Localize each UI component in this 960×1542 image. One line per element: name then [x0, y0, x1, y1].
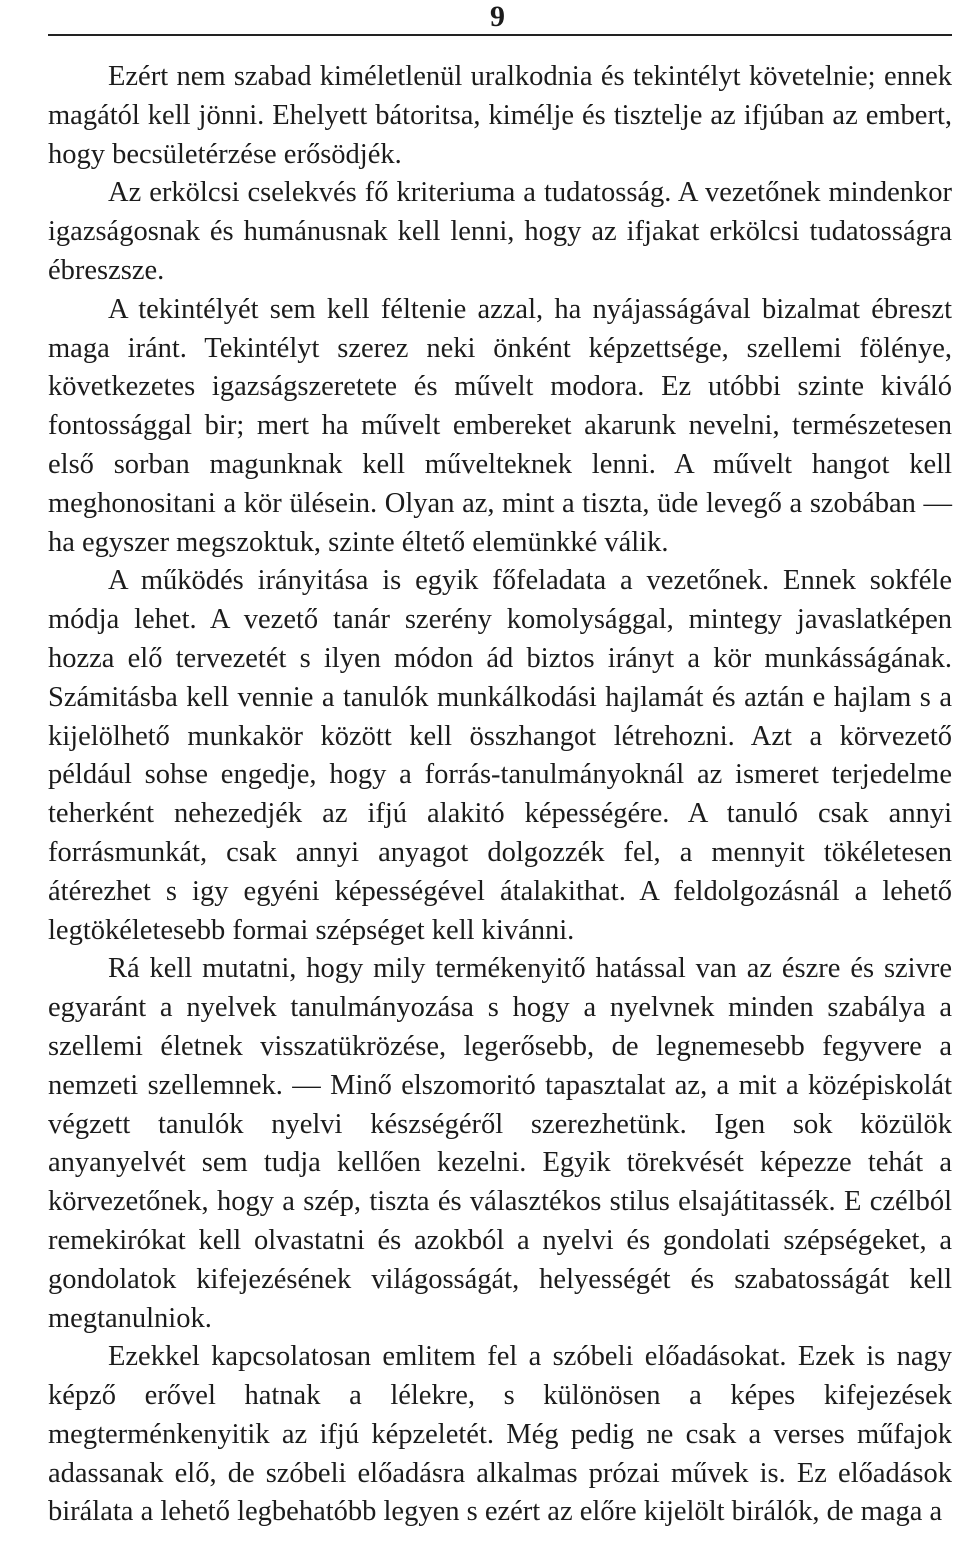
paragraph: A működés irányitása is egyik főfeladata a vezetőnek. Ennek sokféle módja lehet. A vezető tanár szerény komolysággal, mintegy javaslatképen hozza elő tervezetét s ilyen módon ád biztos irányt a kör munkásságának. Számitásba kell vennie a tanulók munkálkodási hajlamát és aztán e hajlam s a kijelölhető munkakör között kell összhangot létrehozni. Azt a körvezető például sohse engedje, hogy a forrás-tanulmányoknál az ismeret terjedelme teherként nehezedjék az ifjú alakitó képességére. A tanuló csak annyi forrásmunkát, csak annyi anyagot dolgozzék fel, a mennyit tökéletesen átérezhet s igy egyéni képességével átalakithat. A feldolgozásnál a lehető legtökéletesebb formai szépséget kell kivánni.: [48, 565, 952, 946]
paragraph: Ezért nem szabad kiméletlenül uralkodnia és tekintélyt követelnie; ennek magától kell jönni. Ehelyett bátoritsa, kimélje és tisztelje az ifjúban az embert, hogy becsületérzése erősödjék.: [48, 61, 952, 170]
body-text: [48, 58, 952, 1532]
paragraph: Rá kell mutatni, hogy mily termékenyitő hatással van az észre és szivre egyaránt a nyelvek tanulmányozása s hogy a nyelvnek minden szabálya a szellemi életnek visszatükrözése, legerősebb, de legnemesebb fegyvere a nemzeti szellemnek. — Minő elszomoritó tapasztalat az, a mit a középiskolát végzett tanulók nyelvi készségéről szerezhetünk. Igen sok közülök anyanyelvét sem tudja kellően kezelni. Egyik törekvését képezze tehát a körvezetőnek, hogy a szép, tiszta és választékos stilus elsajátitassék. E czélból remekirókat kell olvastatni és azokból a nyelvi és gondolati szépségeket, a gondolatok kifejezésének világosságát, helyességét és szabatosságát kell megtanulniok.: [48, 953, 952, 1334]
header-rule: [48, 34, 952, 36]
paragraph: Az erkölcsi cselekvés fő kriteriuma a tudatosság. A vezetőnek mindenkor igazságosnak és humánusnak kell lenni, hogy az ifjakat erkölcsi tudatosságra ébreszsze.: [48, 177, 952, 286]
paragraph: Ezekkel kapcsolatosan emlitem fel a szóbeli előadásokat. Ezek is nagy képző erővel hatnak a lélekre, s különösen a képes kifejezések megterménkenyitik az ifjú képzeletét. Még pedig ne csak a verses műfajok adassanak elő, de szóbeli előadásra alkalmas prózai művek is. Ez előadások birálata a lehető legbehatóbb legyen s ezért az előre kijelölt birálók, de maga a: [48, 1341, 952, 1528]
page-number: 9: [490, 0, 505, 33]
paragraph: A tekintélyét sem kell féltenie azzal, ha nyájasságával bizalmat ébreszt maga iránt. Tekintélyt szerez neki önként képzettsége, szellemi fölénye, következetes igazságszeretete és művelt modora. Ez utóbbi szinte kiváló fontossággal bir; mert ha művelt embereket akarunk nevelni, természetesen első sorban magunknak kell művelteknek lenni. A művelt hangot kell meghonositani a kör ülésein. Olyan az, mint a tiszta, üde levegő a szobában — ha egyszer megszoktuk, szinte éltető elemünkké válik.: [48, 293, 952, 558]
